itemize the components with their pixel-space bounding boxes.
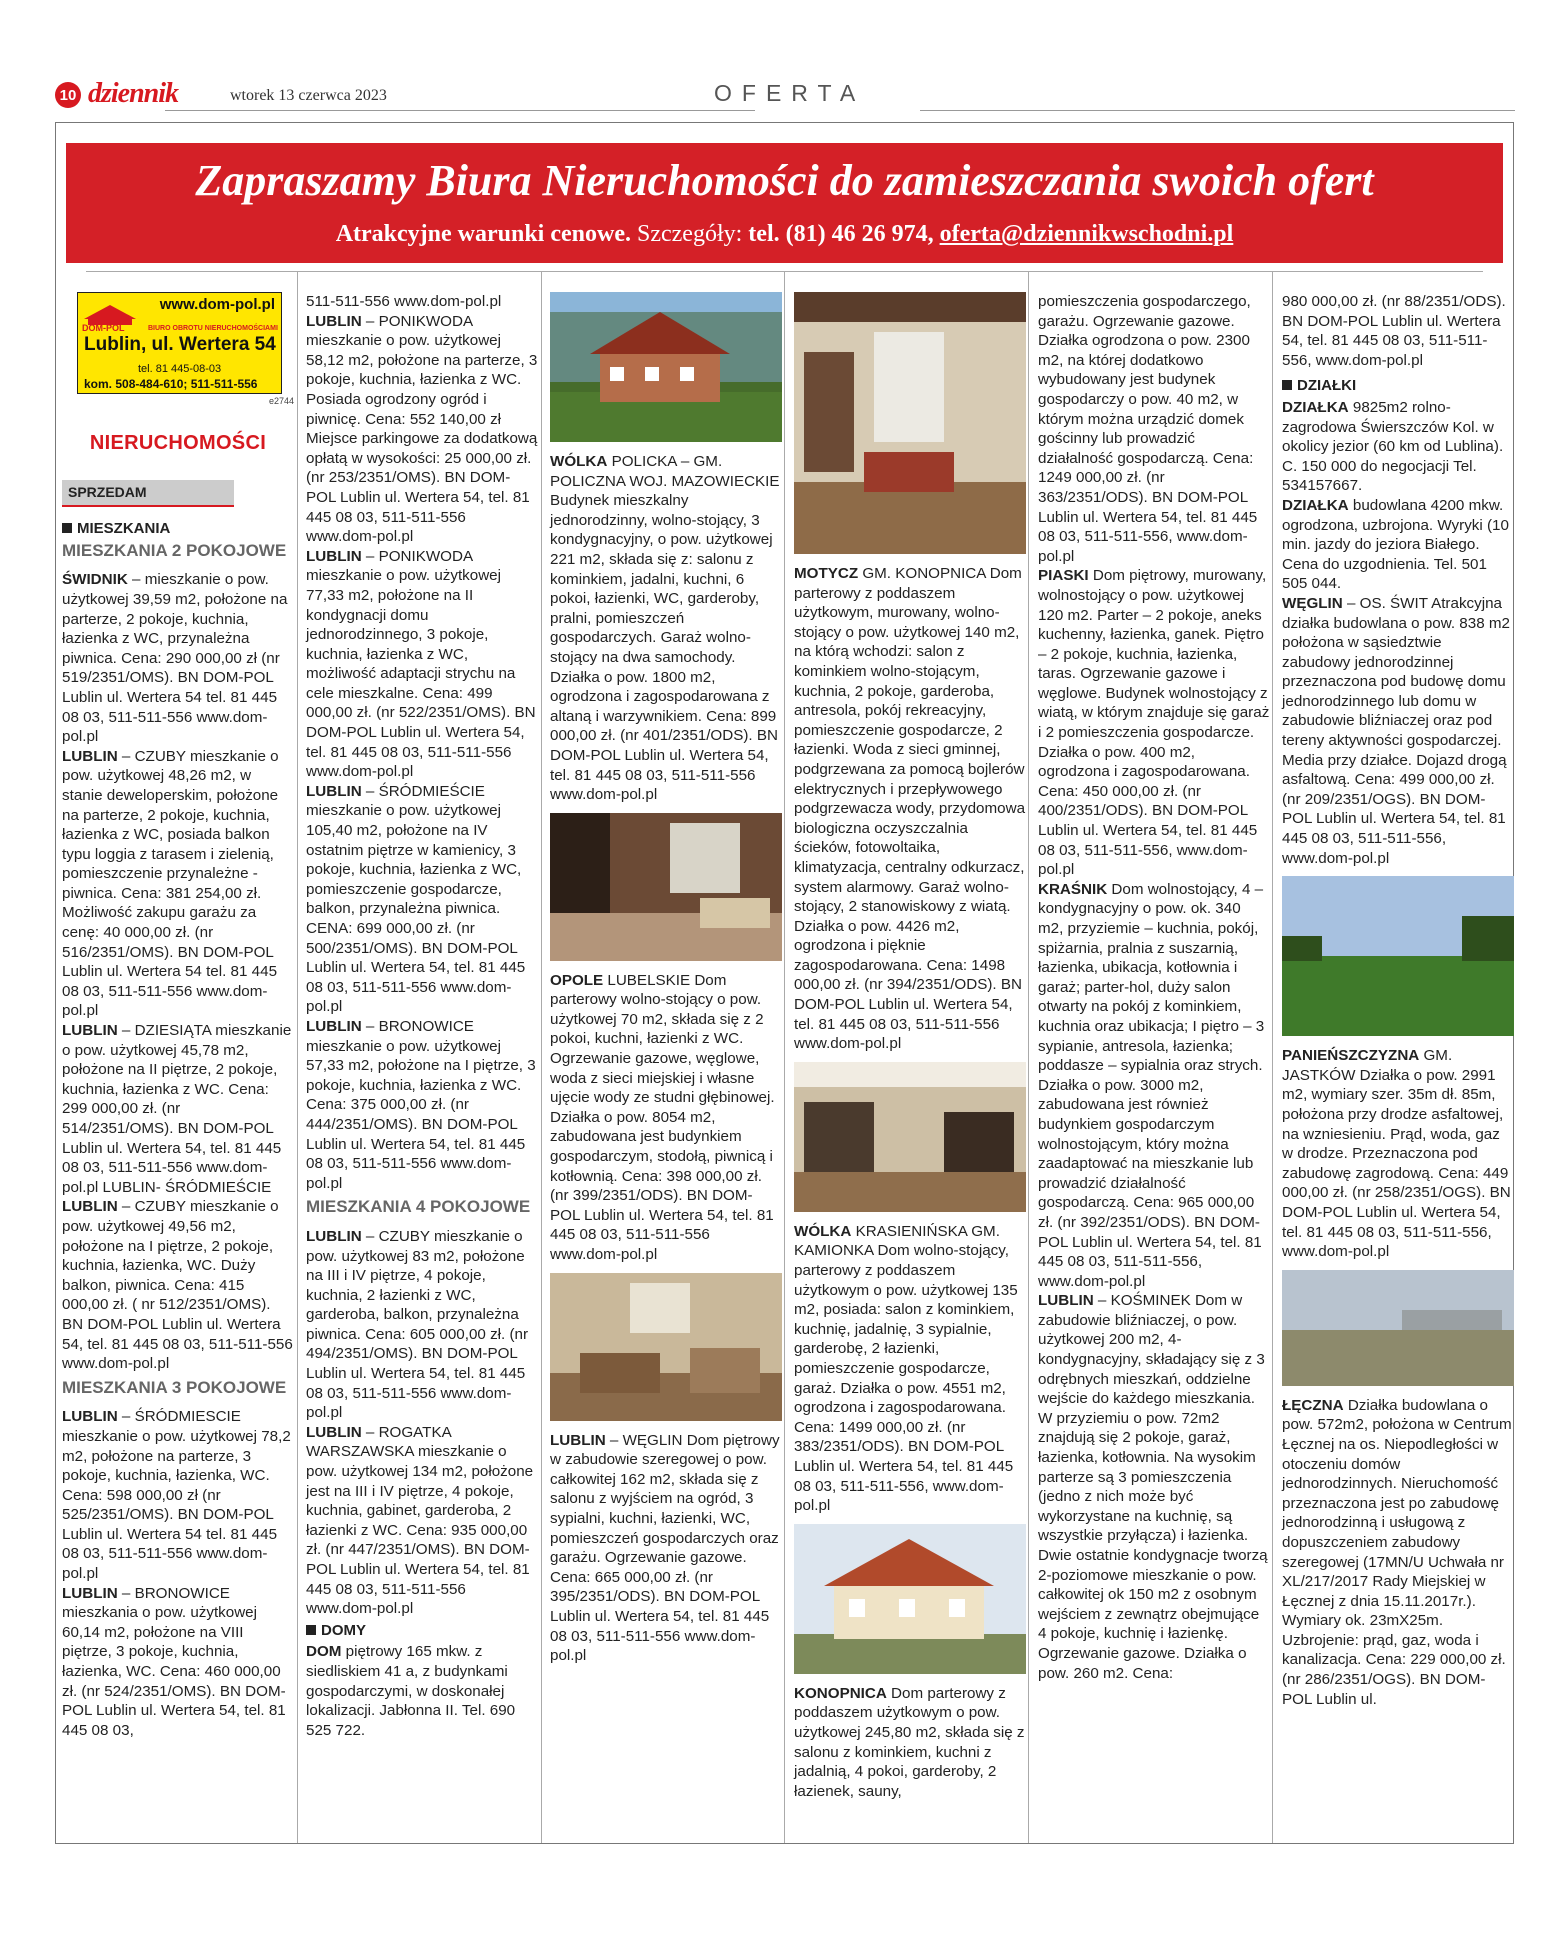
column-6 [1282, 292, 1514, 1709]
listing-text: – DZIESIĄTA mieszkanie o pow. użytkowej 45,78 m2, położone na II piętrze, 2 pokoje, kuchnia, łazienka z WC. Cena: 299 000,00 zł. (nr 514/2351/OMS). BN DOM-POL Lublin ul. Wertera 54, tel. 81 445 08 03, 511-511-556 www.dom-pol.pl LUBLIN- ŚRÓDMIEŚCIE [62, 1022, 292, 1196]
dompol-ad-box [77, 292, 282, 394]
column-3 [550, 292, 782, 1666]
listing-location: MOTYCZ [794, 565, 859, 582]
listing [306, 782, 538, 1017]
listing-text: piętrowy 165 mkw. z siedliskiem 41 a, z budynkami gospodarczymi, w doskonałej lokalizacji. Jabłonna II. Tel. 690 525 722. [306, 1643, 516, 1739]
listing-text: Dom wolnostojący, 4 – kondygnacyjny o pow. ok. 340 m2, przyziemie – kuchnia, pokój, spiżarnia, pralnia z suszarnią, łazienka, ubikacja, kotłownia i garaż; parter-hol, duży salon otwarty na pokój z kominkiem, kuchnia oraz ubikacja; I piętro – 3 sypianie, antresola, łazienka; poddasze – sypialnia oraz strych. Działka o pow. 3000 m2, zabudowana jest również budynkiem gospodarczym wolnostojącym, który można zaadaptować na mieszkanie lub prowadzić działalność gospodarczą. Cena: 965 000,00 zł. (nr 392/2351/ODS). BN DOM-POL Lublin ul. Wertera 54, tel. 81 445 08 03, 511-511-556, www.dom-pol.pl [1038, 880, 1265, 1290]
section-title: NIERUCHOMOŚCI [89, 432, 267, 454]
listing [1038, 566, 1270, 880]
issue-date: wtorek 13 czerwca 2023 [230, 87, 387, 104]
section-name: OFERTA [714, 80, 866, 106]
listing-text: Działka budowlana o pow. 572m2, położona w Centrum Łęcznej na os. Niepodległości w otoczeniu domów jednorodzinnych. Nieruchomość przeznaczona jest po zabudowę jednorodzinną i usługową z dopuszczeniem zabudowy szeregowej (17MN/U Uchwała nr XL/217/2017 Rady Miejskiej w Łęcznej z dnia 15.11.2017r.). Wymiary ok. 23mX25m. Uzbrojenie: prąd, gaz, woda i kanalizacja. Cena: 229 000,00 zł. (nr 286/2351/OGS). BN DOM-POL Lublin ul. [1282, 1396, 1512, 1708]
listing [62, 1197, 294, 1373]
column-rule [1028, 271, 1029, 1843]
ad-phone: tel. 81 445-08-03 [138, 363, 222, 375]
listing-text: – OS. ŚWIT Atrakcyjna działka budowlana o pow. 838 m2 położona w sąsiedztwie zabudowy jednorodzinnej przeznaczona pod budowę domu jednorodzinnego lub domu w zabudowie bliźniaczej oraz pod tereny aktywności gospodarczej. Media przy działce. Dojazd drogą asfaltową. Cena: 499 000,00 zł. (nr 209/2351/OGS). BN DOM-POL Lublin ul. Wertera 54, tel. 81 445 08 03, 511-511-556, www.dom-pol.pl [1282, 594, 1510, 867]
listing-text: Dom parterowy z poddaszem użytkowym o pow. użytkowej 245,80 m2, składa się z salonu z kominkiem, kuchni z jadalnią, 4 pokoi, garderoby, 2 łazienek, sauny, [794, 1684, 1025, 1800]
subcategory-heading: MIESZKANIA 4 POKOJOWE [306, 1197, 531, 1217]
listing [550, 1431, 782, 1666]
listing [1282, 594, 1514, 868]
banner-email-link[interactable]: oferta@dziennikwschodni.pl [939, 221, 1234, 247]
newspaper-logo: dziennik [88, 78, 179, 109]
listing-text: GM. JASTKÓW Działka o pow. 2991 m2, wymiary szer. 35m dł. 85m, położona przy drodze asfaltowej, na wzniesieniu. Prąd, woda, gaz w drodze. Przeznaczona pod zabudowę zagrodową. Cena: 449 000,00 zł. (nr 258/2351/OGS). BN DOM-POL Lublin ul. Wertera 54, tel. 81 445 08 03, 511-511-556, www.dom-pol.pl [1282, 1047, 1511, 1261]
listing-continued: 511-511-556 www.dom-pol.pl [306, 293, 502, 310]
column-5 [1038, 292, 1270, 1683]
interior-photo [550, 813, 782, 961]
listing [1038, 292, 1270, 566]
listing-location: KRAŚNIK [1038, 880, 1108, 898]
category-heading: DZIAŁKI [1282, 376, 1514, 396]
header-rule-right [920, 110, 1515, 111]
ad-website: www.dom-pol.pl [159, 296, 275, 313]
listing-text: – mieszkanie o pow. użytkowej 39,59 m2, położone na parterze, 2 pokoje, kuchnia, łazienka z WC, przynależna piwnica. Cena: 290 000,00 zł (nr 519/2351/OMS). BN DOM-POL Lublin ul. Wertera 54 tel. 81 445 08 03, 511-511-556 www.dom-pol.pl [62, 571, 288, 746]
page-number: 10 [55, 82, 81, 108]
listing [306, 1642, 538, 1740]
listing-text: – BRONOWICE mieszkania o pow. użytkowej 60,14 m2, położone na VIII piętrze, 3 pokoje, kuchnia, łazienka, WC. Cena: 460 000,00 zł. (nr 524/2351/OMS). BN DOM-POL Lublin ul. Wertera 54, tel. 81 445 08 03, [62, 1584, 286, 1739]
listing-location: ŚWIDNIK [62, 571, 128, 589]
column-4 [794, 292, 1026, 1801]
listing-text: budowlana 4200 mkw. ogrodzona, uzbrojona. Wyryki (10 min. jazdy do jeziora Białego. Cena do uzgodnienia. Tel. 501 505 044. [1282, 496, 1509, 593]
banner-phone: tel. (81) 46 26 974, [748, 221, 934, 247]
land-photo [1282, 1270, 1514, 1386]
listing-location: WÓLKA [794, 1222, 852, 1240]
sprzedam-header: SPRZEDAM [62, 480, 234, 508]
listing-text: pomieszczenia gospodarczego, garażu. Ogrzewanie gazowe. Działka ogrodzona o pow. 2300 m2, na której dodatkowo wybudowany jest budynek gospodarczy o pow. 40 m2, w którym można urządzić domek gościnny lub prowadzić działalność gospodarczą. Cena: 1249 000,00 zł. (nr 363/2351/ODS). BN DOM-POL Lublin ul. Wertera 54, tel. 81 445 08 03, 511-511-556, www.dom-pol.pl [1038, 293, 1258, 565]
listing-location: LUBLIN [62, 1198, 118, 1216]
banner-subtitle [66, 221, 1503, 248]
ad-brand: DOM-POL [82, 323, 125, 333]
listing-location: PANIEŃSZCZYZNA [1282, 1047, 1420, 1065]
banner-sub-text: Szczegóły: [631, 221, 749, 247]
listing [306, 312, 538, 547]
listing-location: LUBLIN [62, 1022, 118, 1040]
listing-text: – CZUBY mieszkanie o pow. użytkowej 48,26 m2, w stanie deweloperskim, położone na parterze, 2 pokoje, kuchnia, łazienka z WC, posiada balkon typu loggia z tarasem i zielenią, pomieszczenie przynależne - piwnica. Cena: 381 254,00 zł. Możliwość zakupu garażu za cenę: 40 000,00 zł. (nr 516/2351/OMS). BN DOM-POL Lublin ul. Wertera 54 tel. 81 445 08 03, 511-511-556 www.dom-pol.pl [62, 747, 279, 1020]
listing [306, 1017, 538, 1193]
listing-text: – CZUBY mieszkanie o pow. użytkowej 49,56 m2, położone na I piętrze, 2 pokoje, kuchnia, łazienka, WC. Duży balkon, piwnica. Cena: 415 000,00 zł. ( nr 512/2351/OMS). BN DOM-POL Lublin ul. Wertera 54, tel. 81 445 08 03, 511-511-556 www.dom-pol.pl [62, 1198, 293, 1373]
dompol-ad [62, 292, 294, 404]
listing-location: LUBLIN [1038, 1292, 1094, 1310]
house-photo [794, 1524, 1026, 1674]
ad-tagline: BIURO OBROTU NIERUCHOMOŚCIAMI [148, 325, 278, 332]
listing-location: LUBLIN [62, 747, 118, 765]
listing-text: LUBELSKIE Dom parterowy wolno-stojący o pow. użytkowej 70 m2, składa się z 2 pokoi, kuchni, łazienki z WC. Ogrzewanie gazowe, węglowe, woda z sieci miejskiej i własne ujęcie wody ze studni głębinowej. Działka o pow. 8054 m2, zabudowana jest budynkiem gospodarczym, stodołą, piwnicą i kotłownią. Cena: 398 000,00 zł. (nr 399/2351/ODS). BN DOM-POL Lublin ul. Wertera 54, tel. 81 445 08 03, 511-511-556 www.dom-pol.pl [550, 971, 775, 1263]
listing-text: GM. KONOPNICA Dom parterowy z poddaszem użytkowym, murowany, wolno-stojący o pow. użytkowej 140 m2, na którą wchodzi: salon z kominkiem wolno-stojącym, kuchnia, 2 pokoje, garderoba, antresola, pokój rekreacyjny, pomieszczenie gospodarcze, 2 łazienki. Woda z sieci gminnej, podgrzewana za pomocą bojlerów elektrycznych i przepływowego podgrzewacza wody, przydomowa biologiczna oczyszczalnia ścieków, fotowoltaika, klimatyzacja, centralny odkurzacz, system alarmowy. Garaż wolno-stojący, 2 stanowiskowy z wiatą. Działka o pow. 4426 m2, ogrodzona i pięknie zagospodarowana. Cena: 1498 000,00 zł. (nr 394/2351/ODS). BN DOM-POL Lublin ul. Wertera 54, tel. 81 445 08 03, 511-511-556 www.dom-pol.pl [794, 565, 1026, 1053]
subcategory-heading: MIESZKANIA 2 POKOJOWE [62, 540, 287, 560]
listing [1038, 1291, 1270, 1683]
listing [1038, 880, 1270, 1291]
category-heading: DOMY [306, 1621, 538, 1641]
listing-text: – ŚRÓDMIEŚCIE mieszkanie o pow. użytkowej 105,40 m2, położone na IV ostatnim piętrze w kamienicy, 3 pokoje, kuchnia, łazienka z WC, pomieszczenie gospodarcze, balkon, przynależna piwnica. CENA: 699 000,00 zł. (nr 500/2351/OMS). BN DOM-POL Lublin ul. Wertera 54, tel. 81 445 08 03, 511-511-556 www.dom-pol.pl [306, 782, 526, 1016]
listing-location: WÓLKA [550, 453, 608, 470]
listing [62, 1021, 294, 1197]
interior-photo [794, 292, 1026, 554]
listing-location: WĘGLIN [1282, 594, 1343, 612]
listing [62, 1584, 294, 1741]
listing [550, 452, 782, 805]
interior-photo [550, 1273, 782, 1421]
listing [1282, 398, 1514, 496]
listing [1282, 1396, 1514, 1710]
listing-location: DOM [306, 1643, 342, 1661]
listing-text: – PONIKWODA mieszkanie o pow. użytkowej 77,33 m2, położone na II kondygnacji domu jednorodzinnego, 3 pokoje, kuchnia, łazienka z WC, możliwość adaptacji strychu na cele mieszkalne. Cena: 499 000,00 zł. (nr 522/2351/OMS). BN DOM-POL Lublin ul. Wertera 54, tel. 81 445 08 03, 511-511-556 www.dom-pol.pl [306, 547, 536, 781]
listing-continued: 980 000,00 zł. (nr 88/2351/ODS). BN DOM-POL Lublin ul. Wertera 54, tel. 81 445 08 03, 511-511-556, www.dom-pol.pl [1282, 293, 1506, 369]
listing-text: KRASIENIŃSKA GM. KAMIONKA Dom wolno-stojący, parterowy z poddaszem użytkowym o pow. użytkowej 135 m2, posiada: salon z kominkiem, kuchnię, jadalnię, 3 sypialnie, garderobę, 2 łazienki, pomieszczenie gospodarcze, garaż. Działka o pow. 4551 m2, ogrodzona i zagospodarowana. Cena: 1499 000,00 zł. (nr 383/2351/ODS). BN DOM-POL Lublin ul. Wertera 54, tel. 81 445 08 03, 511-511-556, www.dom-pol.pl [794, 1222, 1018, 1515]
listing-location: LUBLIN [306, 547, 362, 565]
listing-text: – KOŚMINEK Dom w zabudowie bliźniaczej, o pow. użytkowej 200 m2, 4-kondygnacyjny, składający się z 3 odrębnych mieszkań, oddzielne wejście do każdego mieszkania. W przyziemiu o pow. 72m2 znajdują się 2 pokoje, garaż, łazienka, kotłownia. Na wysokim parterze są 3 pomieszczenia (jedno z nich może być wykorzystane na kuchnię, są wszystkie przyłącza) i łazienka. Dwie ostatnie kondygnacje tworzą 2-poziomowe mieszkanie o pow. całkowitej ok 150 m2 z osobnym wejściem z zewnątrz obejmujące 4 pokoje, kuchnię i łazienkę. Ogrzewanie gazowe. Działka o pow. 260 m2. Cena: [1038, 1292, 1268, 1682]
listing-text: – ŚRÓDMIESCIE mieszkanie o pow. użytkowej 78,2 m2, położone na parterze, 3 pokoje, kuchnia, łazienka, WC. Cena: 598 000,00 zł (nr 525/2351/OMS). BN DOM-POL Lublin ul. Wertera 54 tel. 81 445 08 03, 511-511-556 www.dom-pol.pl [62, 1408, 291, 1583]
listing-location: ŁĘCZNA [1282, 1396, 1344, 1414]
listing-location: LUBLIN [550, 1431, 606, 1449]
category-heading: MIESZKANIA [62, 519, 294, 539]
listing-text: – PONIKWODA mieszkanie o pow. użytkowej 58,12 m2, położone na parterze, 3 pokoje, kuchnia, łazienka z WC. Posiada ogrodzony ogród i piwnicę. Cena: 552 140,00 zł Miejsce parkingowe za dodatkową opłatą w wysokości: 25 000,00 zł. (nr 253/2351/OMS). BN DOM-POL Lublin ul. Wertera 54, tel. 81 445 08 03, 511-511-556 www.dom-pol.pl [306, 312, 538, 546]
listing-location: LUBLIN [306, 1227, 362, 1245]
column-rule [297, 271, 298, 1843]
listing [62, 570, 294, 746]
listing [306, 1423, 538, 1619]
page-header [55, 78, 1515, 112]
listing-text: – BRONOWICE mieszkanie o pow. użytkowej 57,33 m2, położone na I piętrze, 3 pokoje, kuchnia, łazienka z WC. Cena: 375 000,00 zł. (nr 444/2351/OMS). BN DOM-POL Lublin ul. Wertera 54, tel. 81 445 08 03, 511-511-556 www.dom-pol.pl [306, 1017, 536, 1192]
column-2 [306, 292, 538, 1740]
banner-sub-bold: Atrakcyjne warunki cenowe. [335, 221, 631, 247]
column-1 [62, 292, 294, 1740]
house-photo [550, 292, 782, 442]
listing [550, 971, 782, 1265]
listing-text: 9825m2 rolno-zagrodowa Świerszczów Kol. w okolicy jezior (60 km od Lublina). C. 150 000 do negocjacji Tel. 534157667. [1282, 398, 1504, 495]
listing-location: LUBLIN [62, 1584, 118, 1602]
subcategory-heading: MIESZKANIA 3 POKOJOWE [62, 1377, 287, 1397]
ad-address: Lublin, ul. Wertera 54 [84, 334, 276, 355]
listing-location: PIASKI [1038, 567, 1089, 585]
listing-location: KONOPNICA [794, 1684, 887, 1702]
listing [306, 1227, 538, 1423]
listing [62, 1407, 294, 1583]
banner-title: Zapraszamy Biura Nieruchomości do zamieszczania swoich ofert [195, 156, 1374, 205]
listing-location: LUBLIN [306, 1017, 362, 1035]
listing [306, 547, 538, 782]
ad-mobile: kom. 508-484-610; 511-511-556 [84, 377, 258, 391]
listing-text: – ROGATKA WARSZAWSKA mieszkanie o pow. użytkowej 134 m2, położone jest na III i IV piętrze, 4 pokoje, kuchnia, gabinet, garderoba, 2 łazienki z WC. Cena: 935 000,00 zł. (nr 447/2351/OMS). BN DOM-POL Lublin ul. Wertera 54, tel. 81 445 08 03, 511-511-556 www.dom-pol.pl [306, 1423, 534, 1618]
listing-text: POLICKA – GM. POLICZNA WOJ. MAZOWIECKIE Budynek mieszkalny jednorodzinny, wolno-stojący, 3 kondygnacyjny, o pow. użytkowej 221 m2, składa się z: salonu z kominkiem, jadalni, kuchni, 6 pokoi, łazienki, WC, garderoby, pralni, pomieszczeń gospodarczych. Garaż wolno-stojący na dwa samochody. Działka o pow. 1800 m2, ogrodzona i zagospodarowana z altaną i warzywnikiem. Cena: 899 000,00 zł. (nr 401/2351/ODS). BN DOM-POL Lublin ul. Wertera 54, tel. 81 445 08 03, 511-511-556 www.dom-pol.pl [550, 453, 780, 804]
listing [794, 1222, 1026, 1516]
land-photo [1282, 876, 1514, 1036]
listing-text: Dom piętrowy, murowany, wolnostojący o pow. użytkowej 120 m2. Parter – 2 pokoje, aneks kuchenny, łazienka, ganek. Piętro – 2 pokoje, kuchnia, łazienka, taras. Ogrzewanie gazowe i węglowe. Budynek wolnostojący z wiatą, w którym znajduje się garaż i 2 pomieszczenia gospodarcze. Działka o pow. 400 m2, ogrodzona i zagospodarowana. Cena: 450 000,00 zł. (nr 400/2351/ODS). BN DOM-POL Lublin ul. Wertera 54, tel. 81 445 08 03, 511-511-556, www.dom-pol.pl [1038, 567, 1270, 879]
listing [1282, 1046, 1514, 1262]
column-rule [784, 271, 785, 1843]
listing-location: LUBLIN [306, 782, 362, 800]
listing [62, 747, 294, 1021]
promo-banner [66, 143, 1503, 263]
listing [794, 1684, 1026, 1802]
header-rule-left [165, 110, 755, 111]
listing-location: DZIAŁKA [1282, 398, 1349, 416]
listing-location: LUBLIN [62, 1408, 118, 1426]
listing [1282, 496, 1514, 594]
listing-text: – CZUBY mieszkanie o pow. użytkowej 83 m2, położone na III i IV piętrze, 4 pokoje, kuchnia, 2 łazienki z WC, garderoba, balkon, przynależna piwnica. Cena: 605 000,00 zł. (nr 494/2351/OMS). BN DOM-POL Lublin ul. Wertera 54, tel. 81 445 08 03, 511-511-556 www.dom-pol.pl [306, 1227, 529, 1422]
listing-location: OPOLE [550, 971, 604, 989]
listing [794, 564, 1026, 1054]
column-rule [541, 271, 542, 1843]
ad-code: e2744 [268, 396, 294, 406]
listing-location: DZIAŁKA [1282, 496, 1349, 514]
listing-location: LUBLIN [306, 312, 362, 330]
listing-location: LUBLIN [306, 1423, 362, 1441]
listing-text: – WĘGLIN Dom piętrowy w zabudowie szeregowej o pow. całkowitej 162 m2, składa się z salonu z wyjściem na ogród, 3 sypialni, kuchni, łazienki, WC, pomieszczeń gospodarczych oraz garażu. Ogrzewanie gazowe. Cena: 665 000,00 zł. (nr 395/2351/ODS). BN DOM-POL Lublin ul. Wertera 54, tel. 81 445 08 03, 511-511-556 www.dom-pol.pl [550, 1431, 780, 1665]
interior-photo [794, 1062, 1026, 1212]
column-rule [1272, 271, 1273, 1843]
